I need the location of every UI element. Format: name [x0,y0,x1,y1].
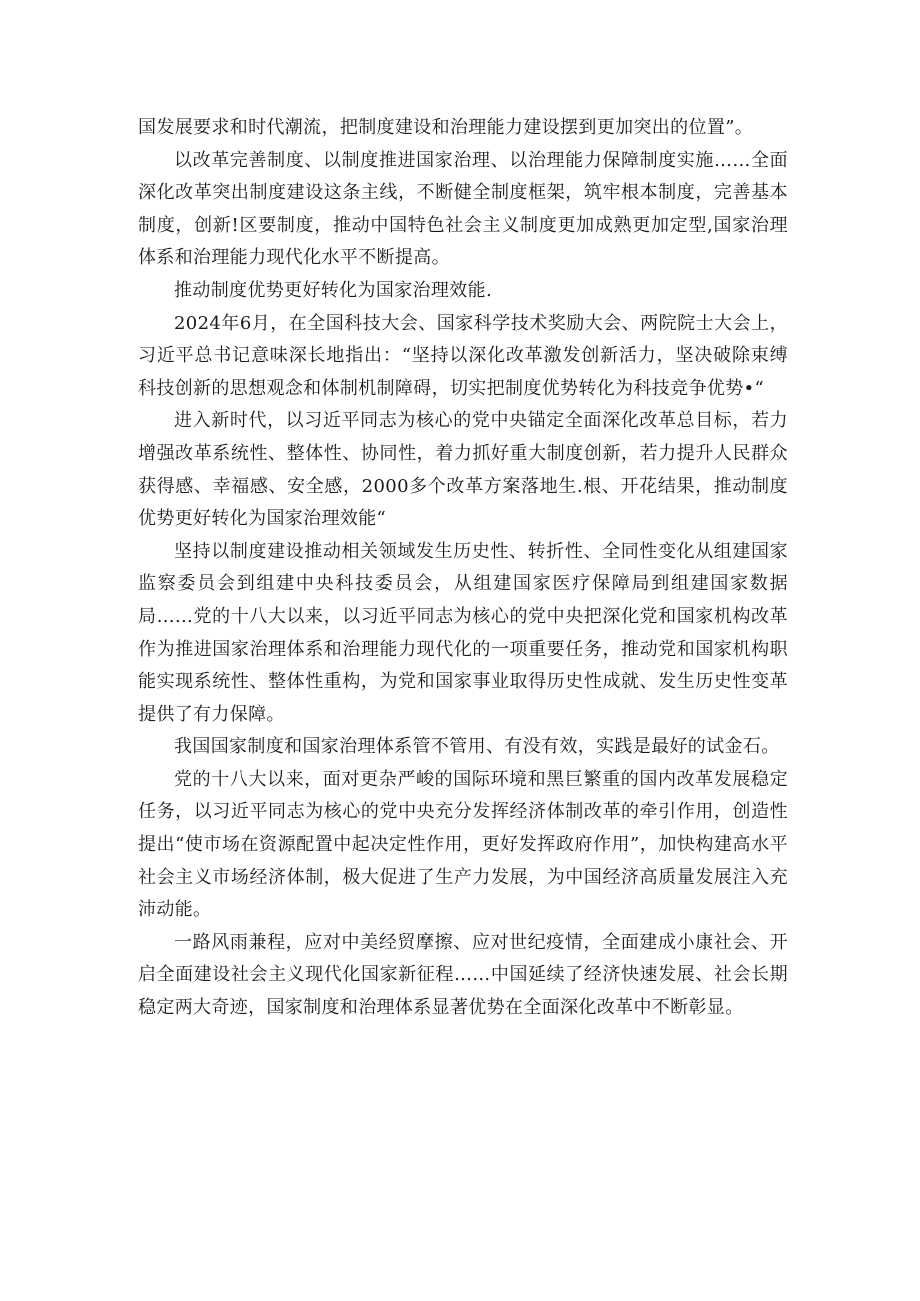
paragraph: 党的十八大以来，面对更杂严峻的国际环境和黑巨繁重的国内改革发展稳定任务，以习近平同志为核心的党中央充分发挥经济体制改革的牵引作用，创造性提出“使市场在资源配置中起决定性作用，更好发挥政府作用”，加快构建高水平社会主义市场经济体制，极大促进了生产力发展，为中国经济高质量发展注入充沛动能。 [138,768,788,921]
paragraph: 推动制度优势更好转化为国家治理效能. [174,279,493,301]
paragraph: 我国国家制度和国家治理体系管不管用、有没有效，实践是最好的试金石。 [174,736,780,758]
paragraph: 2024年6月，在全国科技大会、国家科学技术奖励大会、两院院士大会上，习近平总书记意味深长地指出：“坚持以深化改革激发创新活力，坚决破除束缚科技创新的思想观念和体制机制障碍，切实把制度优势转化为科技竞争优势•“ [138,312,788,399]
paragraph: 坚持以制度建设推动相关领域发生历史性、转折性、全同性变化从组建国家监察委员会到组建中央科技委员会，从组建国家医疗保障局到组建国家数据局……党的十八大以来，以习近平同志为核心的党中央把深化党和国家机构改革作为推进国家治理体系和治理能力现代化的一项重要任务，推动党和国家机构职能实现系统性、整体性重构，为党和国家事业取得历史性成就、发生历史性变革提供了有力保障。 [138,540,788,725]
paragraph: 国发展要求和时代潮流，把制度建设和治理能力建设摆到更加突出的位置”。 [138,117,754,138]
document-body [138,112,788,1025]
paragraph: 以改革完善制度、以制度推进国家治理、以治理能力保障制度实施……全面深化改革突出制度建设这条主线，不断健全制度框架，筑牢根本制度，完善基本制度，创新!区要制度，推动中国特色社会主义制度更加成熟更加定型,国家治理体系和治理能力现代化水平不断提高。 [138,149,788,269]
paragraph: 进入新时代，以习近平同志为核心的党中央锚定全面深化改革总目标，若力增强改革系统性、整体性、协同性，着力抓好重大制度创新，若力提升人民群众获得感、幸福感、安全感，2000多个改革方案落地生.根、开花结果，推动制度优势更好转化为国家治理效能“ [138,410,788,530]
paragraph: 一路风雨兼程，应对中美经贸摩擦、应对世纪疫情，全面建成小康社会、开启全面建设社会主义现代化国家新征程……中国延续了经济快速发展、社会长期稳定两大奇迹，国家制度和治理体系显著优势在全面深化改革中不断彰显。 [138,931,788,1019]
